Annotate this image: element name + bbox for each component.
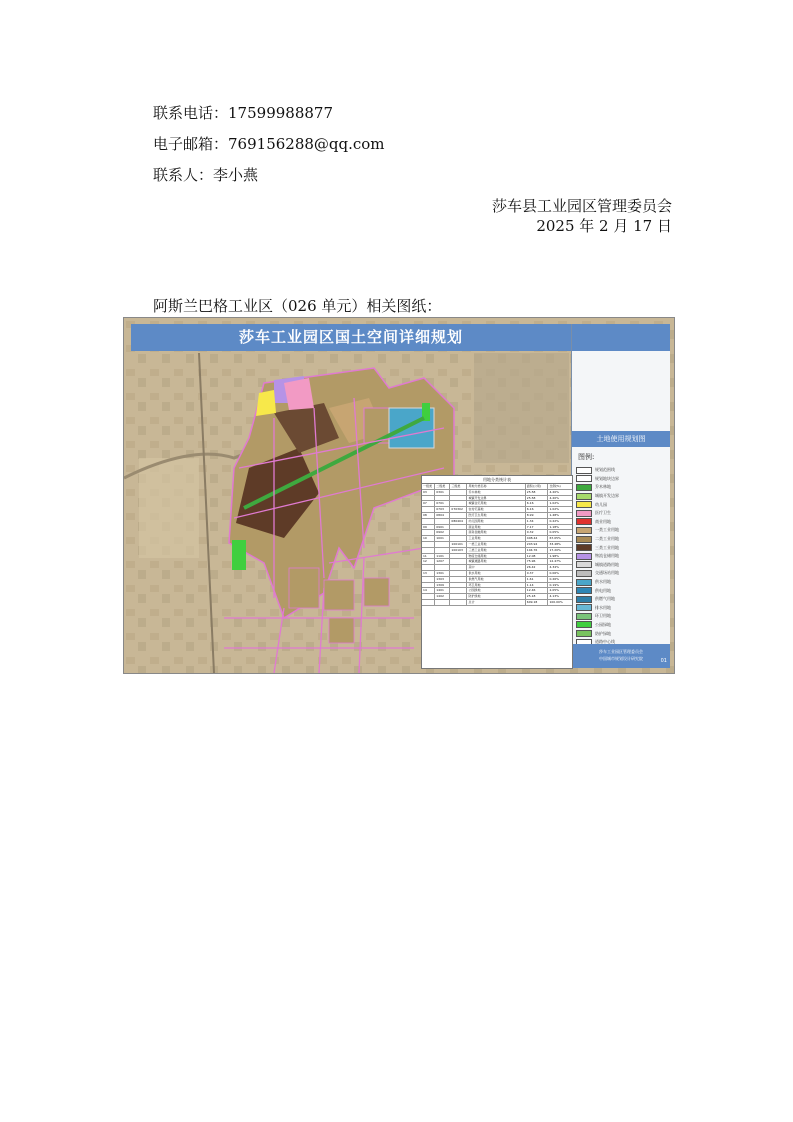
legend-item <box>576 612 668 621</box>
land-use-statistics-table <box>421 475 573 669</box>
table-cell: 14 <box>422 588 435 593</box>
legend-label: 道路中心线 <box>595 639 615 645</box>
legend-swatch <box>576 544 592 551</box>
legend-swatch <box>576 527 592 534</box>
table-cell: 7.17 <box>526 525 549 530</box>
legend-item <box>576 604 668 613</box>
table-cell <box>435 542 450 547</box>
legend-label: 供电用地 <box>595 587 611 593</box>
table-cell: 10 <box>422 536 435 541</box>
table-cell: 城镇住宅用地 <box>467 501 525 506</box>
legend-label: 规划地块边界 <box>595 475 619 481</box>
table-body <box>422 490 572 606</box>
table-cell: 408.44 <box>526 536 549 541</box>
table-cell: 104.76 <box>526 548 549 553</box>
table-cell <box>422 600 435 605</box>
legend-item <box>576 466 668 475</box>
table-cell: 供水用地 <box>467 571 525 576</box>
table-cell: 03 <box>422 490 435 495</box>
legend-item <box>576 561 668 570</box>
table-cell <box>422 548 435 553</box>
table-cell: 17.20% <box>549 547 561 552</box>
legend-list <box>576 466 668 646</box>
signature-org: 莎车县工业园区管理委员会 <box>491 197 672 215</box>
contact-person-value: 李小燕 <box>213 166 259 184</box>
legend-label: 城镇道路用地 <box>595 561 619 567</box>
legend-label: 医疗卫生 <box>595 510 611 516</box>
table-header-cell: 二级类 <box>435 484 450 489</box>
table-cell: 商务金融用地 <box>467 530 525 535</box>
table-cell: 城镇道路用地 <box>467 559 525 564</box>
table-cell: 25.18 <box>526 594 549 599</box>
table-cell <box>450 559 467 564</box>
legend-label: 幼儿园 <box>595 501 607 507</box>
table-cell <box>450 536 467 541</box>
table-cell <box>450 501 467 506</box>
table-cell <box>422 507 435 512</box>
legend-swatch <box>576 561 592 568</box>
table-cell <box>450 530 467 535</box>
table-cell: 1309 <box>435 583 450 588</box>
legend-item <box>576 483 668 492</box>
table-cell: 1401 <box>435 588 450 593</box>
table-cell <box>435 519 450 524</box>
legend-swatch <box>576 510 592 517</box>
table-cell: 一类工业用地 <box>467 542 525 547</box>
table-cell: 4.13% <box>549 594 559 599</box>
table-cell: 城镇开发边界 <box>467 496 525 501</box>
table-cell <box>435 565 450 570</box>
desert-area <box>139 458 199 558</box>
table-header-cell: 用地分类名称 <box>467 484 525 489</box>
table-header-cell: 面积(公顷) <box>526 484 549 489</box>
legend-label: 商业用地 <box>595 518 611 524</box>
table-cell <box>450 525 467 530</box>
table-cell: 09 <box>422 525 435 530</box>
legend-label: 公园绿地 <box>595 621 611 627</box>
table-cell: 幼儿园用地 <box>467 519 525 524</box>
table-cell: 0804 <box>435 513 450 518</box>
kindergarten-zone <box>256 390 276 416</box>
table-cell <box>450 583 467 588</box>
table-cell: 1207 <box>435 559 450 564</box>
table-cell: 8.99 <box>526 513 549 518</box>
table-cell: 6.16 <box>526 507 549 512</box>
table-cell: 0703 <box>435 507 450 512</box>
legend-item <box>576 543 668 552</box>
legend-swatch <box>576 596 592 603</box>
legend-item <box>576 518 668 527</box>
legend-swatch <box>576 501 592 508</box>
table-cell: 1001 <box>435 536 450 541</box>
legend-swatch <box>576 570 592 577</box>
table-cell <box>435 600 450 605</box>
table-cell: 75.96 <box>526 559 549 564</box>
table-cell: 4.20% <box>549 495 559 500</box>
table-cell: 1.02% <box>549 507 559 512</box>
legend-item <box>576 535 668 544</box>
table-cell: 农村宅基地 <box>467 507 525 512</box>
table-cell: 防护绿地 <box>467 594 525 599</box>
table-cell: 08 <box>422 513 435 518</box>
table-cell: 4.20% <box>549 489 559 494</box>
phone-label: 联系电话： <box>153 104 229 122</box>
table-cell: 13 <box>422 571 435 576</box>
table-cell: 0.06% <box>549 570 559 575</box>
table-cell <box>450 577 467 582</box>
legend-item <box>576 569 668 578</box>
legend-label: 物流仓储用地 <box>595 553 619 559</box>
legend-label: 二类工业用地 <box>595 536 619 542</box>
table-cell <box>422 594 435 599</box>
table-cell: 070302 <box>450 507 467 512</box>
table-cell <box>450 490 467 495</box>
phone-value: 17599988877 <box>228 104 333 122</box>
legend-swatch <box>576 621 592 628</box>
table-cell: 公园绿地 <box>467 588 525 593</box>
table-cell <box>450 588 467 593</box>
table-cell: 11 <box>422 554 435 559</box>
legend-label: 环卫用地 <box>595 613 611 619</box>
legend-label: 三类工业用地 <box>595 544 619 550</box>
table-cell: 物流仓储用地 <box>467 554 525 559</box>
sheet-name: 土地使用规划图 <box>572 431 670 447</box>
phone-line <box>153 103 333 123</box>
email-line <box>153 134 385 154</box>
legend-label: 城镇开发边界 <box>595 493 619 499</box>
legend-label: 供燃气用地 <box>595 596 615 602</box>
table-cell: 12.08 <box>526 554 549 559</box>
table-cell: 医疗卫生用地 <box>467 513 525 518</box>
table-cell <box>450 565 467 570</box>
table-cell: 1.98% <box>549 553 559 558</box>
table-cell: 100103 <box>450 548 467 553</box>
legend-footer <box>572 644 670 668</box>
legend-swatch <box>576 613 592 620</box>
table-cell: 工业用地 <box>467 536 525 541</box>
legend-heading: 图例: <box>578 453 595 461</box>
table-cell: 0902 <box>435 530 450 535</box>
table-cell: 203.94 <box>526 542 549 547</box>
land-use-map-figure <box>123 317 675 674</box>
legend-item <box>576 475 668 484</box>
legend-header-bar <box>572 324 670 351</box>
table-cell: 1303 <box>435 577 450 582</box>
table-cell: 0.26% <box>549 576 559 581</box>
table-cell: 0.37 <box>526 571 549 576</box>
table-cell <box>435 496 450 501</box>
table-cell <box>422 542 435 547</box>
legend-swatch <box>576 587 592 594</box>
legend-swatch <box>576 553 592 560</box>
table-cell: 080404 <box>450 519 467 524</box>
table-cell <box>422 577 435 582</box>
table-cell: 商业用地 <box>467 525 525 530</box>
legend-swatch <box>576 536 592 543</box>
table-cell: 1402 <box>435 594 450 599</box>
figure-caption: 阿斯兰巴格工业区（026 单元）相关图纸： <box>153 297 442 315</box>
table-cell <box>422 583 435 588</box>
legend-item <box>576 578 668 587</box>
legend-panel <box>571 324 670 668</box>
legend-item <box>576 500 668 509</box>
table-cell <box>422 496 435 501</box>
table-cell: 0.22% <box>549 518 559 523</box>
table-caption: 用地分类统计表 <box>422 476 572 484</box>
legend-swatch <box>576 493 592 500</box>
legend-label: 交通场站用地 <box>595 570 619 576</box>
legend-swatch <box>576 630 592 637</box>
legend-label: 防护绿地 <box>595 630 611 636</box>
map-title: 莎车工业园区国土空间详细规划 <box>131 324 571 351</box>
table-cell: 1.34 <box>526 519 549 524</box>
legend-label: 规划范围线 <box>595 467 615 473</box>
legend-item <box>576 492 668 501</box>
table-row <box>422 600 572 606</box>
table-cell <box>435 548 450 553</box>
table-cell <box>450 513 467 518</box>
email-value: 769156288@qq.com <box>228 135 385 153</box>
table-cell: 1.02% <box>549 501 559 506</box>
legend-item <box>576 552 668 561</box>
table-cell: 0701 <box>435 501 450 506</box>
table-cell: 12.47% <box>549 559 561 564</box>
legend-label: 排水用地 <box>595 604 611 610</box>
table-cell: 2.05% <box>549 588 559 593</box>
table-header-cell: 比例(%) <box>549 484 561 488</box>
table-cell <box>450 600 467 605</box>
table-cell: 100.00% <box>549 599 563 604</box>
table-cell: 07 <box>422 501 435 506</box>
table-cell: 100101 <box>450 542 467 547</box>
table-cell: 6.16 <box>526 501 549 506</box>
legend-item <box>576 621 668 630</box>
legend-swatch <box>576 475 592 482</box>
legend-item <box>576 509 668 518</box>
table-cell: 0.05% <box>549 530 559 535</box>
table-cell: 1.61 <box>526 577 549 582</box>
table-cell: 1.48% <box>549 512 559 517</box>
table-cell: 0.19% <box>549 582 559 587</box>
table-cell <box>450 496 467 501</box>
table-cell: 25.58 <box>526 490 549 495</box>
table-cell: 环卫用地 <box>467 583 525 588</box>
legend-item <box>576 526 668 535</box>
legend-item <box>576 586 668 595</box>
legend-swatch <box>576 579 592 586</box>
table-cell: 乔木林地 <box>467 490 525 495</box>
table-cell: 67.05% <box>549 536 561 541</box>
signature-date: 2025 年 2 月 17 日 <box>536 217 672 235</box>
table-cell: 0901 <box>435 525 450 530</box>
table-cell <box>450 594 467 599</box>
table-cell: 26.42 <box>526 565 549 570</box>
legend-swatch <box>576 604 592 611</box>
table-cell: 12 <box>422 559 435 564</box>
table-cell: 1101 <box>435 554 450 559</box>
table-cell <box>450 554 467 559</box>
park-zone <box>232 540 246 570</box>
table-cell: 三类工业用地 <box>467 548 525 553</box>
email-label: 电子邮箱： <box>153 135 229 153</box>
table-cell: 1301 <box>435 571 450 576</box>
table-cell <box>422 519 435 524</box>
table-cell: 25.58 <box>526 496 549 501</box>
legend-item <box>576 629 668 638</box>
table-cell <box>422 530 435 535</box>
table-cell: 1.18% <box>549 524 559 529</box>
legend-swatch <box>576 467 592 474</box>
medical-zone <box>284 378 314 410</box>
table-cell: 总计 <box>467 600 525 605</box>
contact-person-line <box>153 165 258 185</box>
table-cell: 其中 <box>467 565 525 570</box>
table-cell <box>422 565 435 570</box>
table-cell: 4.34% <box>549 565 559 570</box>
table-cell: 1.14 <box>526 583 549 588</box>
footer-line-1: 莎车工业园区管理委员会 <box>599 649 643 654</box>
table-cell: 0301 <box>435 490 450 495</box>
table-cell: 33.48% <box>549 541 561 546</box>
legend-swatch <box>576 518 592 525</box>
legend-item <box>576 595 668 604</box>
table-header-cell: 三级类 <box>450 484 467 489</box>
footer-line-2: 中国城市规划设计研究院 <box>599 656 643 661</box>
legend-label: 乔木林地 <box>595 484 611 490</box>
legend-label: 供水用地 <box>595 579 611 585</box>
legend-swatch <box>576 484 592 491</box>
table-cell: 供燃气用地 <box>467 577 525 582</box>
table-cell: 12.46 <box>526 588 549 593</box>
table-cell: 0.32 <box>526 530 549 535</box>
table-header-cell: 一级类 <box>422 484 435 489</box>
contact-person-label: 联系人： <box>153 166 214 184</box>
farmland-area <box>474 353 569 463</box>
table-cell: 609.18 <box>526 600 549 605</box>
legend-label: 一类工业用地 <box>595 527 619 533</box>
page-number: 01 <box>660 658 667 664</box>
table-cell <box>450 571 467 576</box>
